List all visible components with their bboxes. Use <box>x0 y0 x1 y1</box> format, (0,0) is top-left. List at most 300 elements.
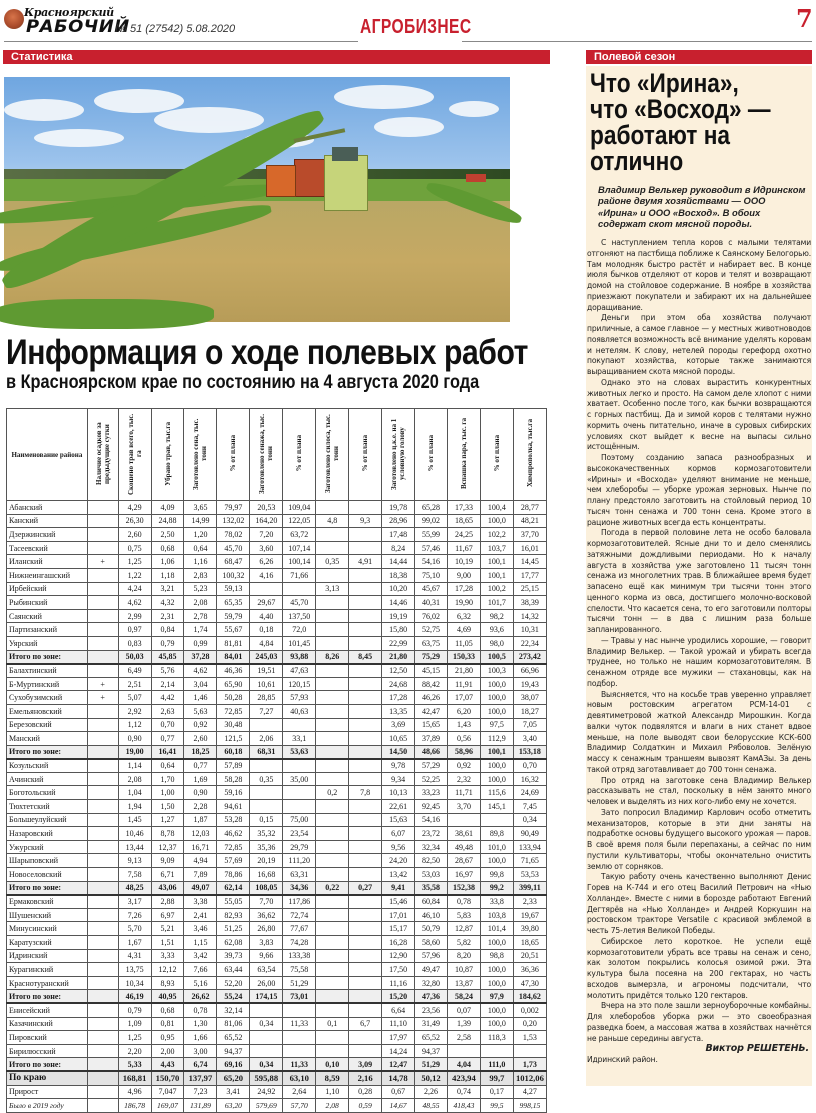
table-cell: 37,70 <box>513 528 546 542</box>
table-cell: 98,2 <box>480 609 513 623</box>
table-cell <box>349 582 382 596</box>
table-cell: 8,24 <box>382 541 415 555</box>
table-cell: 101,0 <box>480 840 513 854</box>
table-cell: 2,33 <box>513 895 546 909</box>
table-cell: 32,34 <box>415 840 448 854</box>
table-cell: 15,80 <box>382 623 415 637</box>
table-cell <box>87 786 118 800</box>
table-cell <box>283 718 316 732</box>
table-cell: 72,74 <box>283 908 316 922</box>
table-cell: 22,34 <box>513 636 546 650</box>
table-cell: 35,32 <box>250 827 283 841</box>
article-paragraph: С наступлением тепла коров с малыми телятами отгоняют на пастбища поближе к Саянскому Белогорью. Там молодняк быстро растёт и набирает вес. В конце июля бычков отделяют от коров и телят и возвращают домой на стойловое содержание. В ноябре в хозяйства приезжают покупатели и забирают их на дальнейшее доращивание. <box>587 238 811 312</box>
table-cell: 28,67 <box>447 854 480 868</box>
table-cell: 3,46 <box>184 922 217 936</box>
row-label: Енисейский <box>7 1003 88 1017</box>
issue-info: № 51 (27542) 5.08.2020 <box>115 23 236 35</box>
table-cell: 0,77 <box>151 732 184 746</box>
table-cell <box>316 895 349 909</box>
table-cell: 45,15 <box>415 664 448 678</box>
table-cell: 100,0 <box>480 759 513 773</box>
table-cell: 26,30 <box>118 514 151 528</box>
table-cell <box>316 596 349 610</box>
table-cell <box>87 541 118 555</box>
article-paragraph: Поэтому созданию запаса разнообразных и высококачественных кормов кормозаготовители «Ирины» и «Восхода» уделяют внимание не меньше, чем хлеборобы — уборке урожая зерновых. Нынче по плану предстояло заготовить на стойловый период 10 тысяч тонн сенажа и 700 тонн сена. Кроме этого в рационе животных всегда есть концентраты. <box>587 453 811 527</box>
table-cell: 22,99 <box>382 636 415 650</box>
table-cell <box>349 636 382 650</box>
table-cell: 12,50 <box>382 664 415 678</box>
table-cell: 0,84 <box>151 623 184 637</box>
table-cell: 100,0 <box>480 772 513 786</box>
table-cell: 6,26 <box>250 555 283 569</box>
table-row <box>7 664 547 678</box>
table-cell: 2,92 <box>118 704 151 718</box>
table-cell: 4,16 <box>250 568 283 582</box>
table-cell: 51,29 <box>415 1058 448 1072</box>
table-row <box>7 691 547 705</box>
table-cell: 3,38 <box>184 895 217 909</box>
table-cell <box>283 759 316 773</box>
table-cell <box>316 908 349 922</box>
column-header <box>316 409 349 501</box>
table-cell: 97,5 <box>480 718 513 732</box>
table-row <box>7 609 547 623</box>
table-cell <box>349 528 382 542</box>
table-cell <box>349 840 382 854</box>
rubric-statistics: Статистика <box>3 50 550 64</box>
table-cell <box>283 1044 316 1058</box>
table-cell: 47,63 <box>283 664 316 678</box>
table-row <box>7 976 547 990</box>
table-cell: 100,1 <box>480 555 513 569</box>
table-cell <box>447 813 480 827</box>
table-cell: 58,28 <box>217 772 250 786</box>
row-label: Назаровский <box>7 827 88 841</box>
table-cell: 9,3 <box>349 514 382 528</box>
table-row <box>7 868 547 882</box>
column-header <box>447 409 480 501</box>
table-cell: 0,64 <box>151 759 184 773</box>
table-cell: 0,99 <box>184 636 217 650</box>
table-cell <box>87 854 118 868</box>
table-row <box>7 759 547 773</box>
table-cell: 14,50 <box>382 745 415 759</box>
table-row <box>7 623 547 637</box>
column-header-label: Заготовлено сена, тыс. тонн <box>192 417 209 490</box>
table-cell: 3,83 <box>250 936 283 950</box>
table-cell: 5,23 <box>184 582 217 596</box>
table-cell: 17,77 <box>513 568 546 582</box>
table-cell: 60,84 <box>415 895 448 909</box>
table-cell: 0,75 <box>118 541 151 555</box>
table-cell: 72,85 <box>217 704 250 718</box>
article-paragraph: Сибирское лето короткое. Не успели ещё кормозаготовители убрать все травы на сенаж и сено, как золотом покрылись колосья озимой ржи. Эта культура была посеяна на 200 гектарах, но часть всходов вымерзла, и агрономы подсчитали, что молотить придётся только 120 гектаров. <box>587 936 811 1000</box>
table-cell: 6,07 <box>382 827 415 841</box>
table-cell: 186,78 <box>118 1099 151 1113</box>
table-cell <box>283 1003 316 1017</box>
table-cell <box>316 691 349 705</box>
table-cell: 14,32 <box>513 609 546 623</box>
table-cell: 16,68 <box>250 868 283 882</box>
table-cell: 0,35 <box>316 555 349 569</box>
table-cell <box>87 732 118 746</box>
table-cell: 28,77 <box>513 501 546 515</box>
table-cell: 4,31 <box>118 949 151 963</box>
column-header-label: Наличие осадков за предыдущие сутки <box>94 422 111 485</box>
table-cell <box>316 1003 349 1017</box>
table-cell <box>349 868 382 882</box>
table-cell: 16,71 <box>184 840 217 854</box>
table-cell <box>250 1003 283 1017</box>
table-cell: 11,67 <box>447 541 480 555</box>
table-cell: 74,28 <box>283 936 316 950</box>
table-cell: 81,81 <box>217 636 250 650</box>
table-cell: 57,70 <box>283 1099 316 1113</box>
table-cell: 75,10 <box>415 568 448 582</box>
table-cell: 19,43 <box>513 677 546 691</box>
table-cell: 0,34 <box>250 1017 283 1031</box>
table-cell: 57,69 <box>217 854 250 868</box>
table-cell: 3,40 <box>513 732 546 746</box>
table-cell: 23,54 <box>283 827 316 841</box>
table-cell <box>349 1044 382 1058</box>
table-cell: 65,52 <box>415 1031 448 1045</box>
table-cell: 10,20 <box>382 582 415 596</box>
table-cell: 35,36 <box>250 840 283 854</box>
table-cell: 10,65 <box>382 732 415 746</box>
table-cell: 102,2 <box>480 528 513 542</box>
table-cell <box>87 718 118 732</box>
table-cell: 19,67 <box>513 908 546 922</box>
row-label: Шушенский <box>7 908 88 922</box>
table-cell: 8,45 <box>349 650 382 664</box>
row-label: Ермаковский <box>7 895 88 909</box>
table-cell: 0,70 <box>151 718 184 732</box>
table-cell: 7,047 <box>151 1085 184 1099</box>
table-cell: 579,69 <box>250 1099 283 1113</box>
table-cell: 0,002 <box>513 1003 546 1017</box>
table-cell: 90,49 <box>513 827 546 841</box>
row-label: Бирилюсский <box>7 1044 88 1058</box>
row-label: Канский <box>7 514 88 528</box>
column-header <box>118 409 151 501</box>
row-label: Уярский <box>7 636 88 650</box>
table-cell: 29,79 <box>283 840 316 854</box>
table-cell <box>87 514 118 528</box>
table-cell: 7,45 <box>513 800 546 814</box>
table-cell: 25,15 <box>513 582 546 596</box>
table-cell: 10,31 <box>513 623 546 637</box>
table-cell: 63,75 <box>415 636 448 650</box>
table-cell <box>316 677 349 691</box>
table-cell <box>87 1017 118 1031</box>
table-cell: 2,08 <box>316 1099 349 1113</box>
table-cell: 2,28 <box>184 800 217 814</box>
table-cell: 62,14 <box>217 881 250 895</box>
table-row <box>7 1044 547 1058</box>
table-cell: 55,05 <box>217 895 250 909</box>
table-cell: 0,92 <box>184 718 217 732</box>
row-label: Итого по зоне: <box>7 1058 88 1072</box>
article-author: Виктор РЕШЕТЕНЬ. <box>705 1043 809 1055</box>
rubric-field-season: Полевой сезон <box>586 50 812 64</box>
table-cell: 184,62 <box>513 990 546 1004</box>
table-cell: 17,28 <box>382 691 415 705</box>
table-cell: 3,70 <box>447 800 480 814</box>
table-cell: 2,00 <box>151 1044 184 1058</box>
table-cell: 1,18 <box>151 568 184 582</box>
table-cell: 10,87 <box>447 963 480 977</box>
table-cell: 118,3 <box>480 1031 513 1045</box>
table-cell: 6,71 <box>151 868 184 882</box>
table-cell: 49,47 <box>415 963 448 977</box>
table-cell: 1,45 <box>118 813 151 827</box>
table-cell: 12,03 <box>184 827 217 841</box>
table-cell: 169,07 <box>151 1099 184 1113</box>
table-cell: 101,7 <box>480 596 513 610</box>
table-cell: 10,61 <box>250 677 283 691</box>
table-cell: 55,67 <box>217 623 250 637</box>
table-cell: 100,3 <box>480 664 513 678</box>
table-cell: 0,2 <box>316 786 349 800</box>
table-cell <box>87 976 118 990</box>
table-cell: 1,39 <box>447 1017 480 1031</box>
table-cell: 93,6 <box>480 623 513 637</box>
table-cell: 78,86 <box>217 868 250 882</box>
table-cell: 3,04 <box>184 677 217 691</box>
table-cell <box>87 936 118 950</box>
table-cell: 14,46 <box>382 596 415 610</box>
table-cell: 45,70 <box>217 541 250 555</box>
table-cell: 0,1 <box>316 1017 349 1031</box>
table-cell <box>87 908 118 922</box>
table-cell: 5,76 <box>151 664 184 678</box>
table-cell: 0,35 <box>250 772 283 786</box>
table-cell: 4,8 <box>316 514 349 528</box>
table-cell: 53,28 <box>217 813 250 827</box>
row-label: Ачинский <box>7 772 88 786</box>
table-cell: 30,48 <box>217 718 250 732</box>
article-paragraph: Деньги при этом оба хозяйства получают приличные, а самое главное — у местных животноводов появляется возможность всё внимание уделять коровам и нетелям. К слову, нетелей породы герефорд охотно покупают хозяйства, которые также занимаются выращиванием скота мясной породы. <box>587 313 811 376</box>
table-cell: 65,35 <box>217 596 250 610</box>
table-cell: 45,70 <box>283 596 316 610</box>
table-row <box>7 1003 547 1017</box>
table-cell <box>250 800 283 814</box>
table-cell: 53,03 <box>415 868 448 882</box>
column-header <box>250 409 283 501</box>
table-cell <box>316 868 349 882</box>
table-cell: 4,69 <box>447 623 480 637</box>
table-cell: 10,46 <box>118 827 151 841</box>
table-cell: 50,79 <box>415 922 448 936</box>
table-cell: 53,63 <box>283 745 316 759</box>
column-header <box>151 409 184 501</box>
table-cell: 14,45 <box>513 555 546 569</box>
table-cell: 58,60 <box>415 936 448 950</box>
table-cell: 9,13 <box>118 854 151 868</box>
table-cell <box>250 582 283 596</box>
table-cell: 72,0 <box>283 623 316 637</box>
table-cell: 14,24 <box>382 1044 415 1058</box>
table-cell <box>283 800 316 814</box>
table-cell: 7,8 <box>349 786 382 800</box>
table-cell <box>87 813 118 827</box>
table-cell <box>316 541 349 555</box>
table-cell: 245,03 <box>250 650 283 664</box>
table-cell: 29,67 <box>250 596 283 610</box>
table-cell: 0,90 <box>184 786 217 800</box>
table-cell: 8,59 <box>316 1071 349 1085</box>
table-cell: 4,29 <box>118 501 151 515</box>
growth-row <box>7 1085 547 1099</box>
table-cell: 145,1 <box>480 800 513 814</box>
table-cell <box>316 854 349 868</box>
table-cell <box>316 623 349 637</box>
table-cell <box>316 704 349 718</box>
table-cell: 46,19 <box>118 990 151 1004</box>
table-cell <box>316 800 349 814</box>
table-cell: 4,94 <box>184 854 217 868</box>
table-cell: 22,61 <box>382 800 415 814</box>
table-cell: 1,66 <box>184 1031 217 1045</box>
column-header-label: % от плана <box>361 435 370 472</box>
table-cell: 18,27 <box>513 704 546 718</box>
table-cell: 100,0 <box>480 514 513 528</box>
row-label: Козульский <box>7 759 88 773</box>
table-cell <box>87 1071 118 1085</box>
table-cell: 1,74 <box>184 623 217 637</box>
table-cell: 1,53 <box>513 1031 546 1045</box>
table-cell <box>87 1099 118 1113</box>
table-cell: 33,23 <box>415 786 448 800</box>
table-cell <box>250 759 283 773</box>
table-cell: 57,89 <box>217 759 250 773</box>
column-header-label: % от плана <box>229 435 238 472</box>
table-cell: 11,91 <box>447 677 480 691</box>
column-header-label: Заготовлено силоса, тыс. тонн <box>324 414 341 493</box>
article-paragraph: Погода в первой половине лета не особо баловала кормозаготовителей. Ясные дни то и дело сменялись затяжными дождливыми периодами. Но к началу августа в хозяйства уже заготовлено 11 тысяч тонн сенажа из многолетних трав. В ближайшее время будет запасено ещё как минимум три тысячи тонн этого ценного корма из овса, достигшего молочно-восковой спелости. Что касается сена, то его заготовили полторы тысячи тонн — в два с лишним раза больше запланированного. <box>587 528 811 634</box>
table-cell: 14,78 <box>382 1071 415 1085</box>
table-cell <box>316 990 349 1004</box>
table-cell: 18,25 <box>184 745 217 759</box>
table-cell: 100,32 <box>217 568 250 582</box>
table-cell: 4,32 <box>151 596 184 610</box>
table-cell: 4,62 <box>118 596 151 610</box>
table-cell <box>87 949 118 963</box>
table-cell: 152,38 <box>447 881 480 895</box>
table-cell <box>349 691 382 705</box>
table-cell <box>87 963 118 977</box>
table-cell: 6,74 <box>184 1058 217 1072</box>
table-cell: 168,81 <box>118 1071 151 1085</box>
table-row <box>7 677 547 691</box>
table-cell: 58,24 <box>447 990 480 1004</box>
row-label: Идринский <box>7 949 88 963</box>
article-paragraph: Зато попросил Владимир Карлович особо отметить механизаторов, которые в эти дни заняты на подработке основы будущего высокого урожая — паров. В своё время поля были перепаханы, а сейчас по ним пустили культиваторы, чтобы окончательно очистить землю от сорняков. <box>587 807 811 871</box>
row-label: Было в 2019 году <box>7 1099 88 1113</box>
table-cell: 100,0 <box>480 936 513 950</box>
table-cell: + <box>87 677 118 691</box>
table-cell: 3,60 <box>250 541 283 555</box>
table-cell: 1,20 <box>184 528 217 542</box>
table-cell: 15,46 <box>382 895 415 909</box>
table-cell: 0,22 <box>316 881 349 895</box>
table-cell: 24,25 <box>447 528 480 542</box>
table-cell <box>87 881 118 895</box>
row-label: Емельяновский <box>7 704 88 718</box>
table-cell: + <box>87 555 118 569</box>
table-cell: 7,27 <box>250 704 283 718</box>
table-headline: Информация о ходе полевых работ <box>6 333 528 372</box>
row-label: Прирост <box>7 1085 88 1099</box>
table-cell: 5,21 <box>151 922 184 936</box>
table-cell <box>87 772 118 786</box>
table-cell: 10,13 <box>382 786 415 800</box>
column-header <box>217 409 250 501</box>
row-label: Саянский <box>7 609 88 623</box>
table-cell: 153,18 <box>513 745 546 759</box>
table-cell <box>349 827 382 841</box>
column-header-label: Вспашка пара, тыс. га <box>459 417 468 489</box>
column-header-label: % от плана <box>492 435 501 472</box>
column-header-label: Химпрополка, тыс.га <box>525 419 534 488</box>
table-cell: 33,8 <box>480 895 513 909</box>
table-cell: 150,33 <box>447 650 480 664</box>
table-cell <box>316 840 349 854</box>
table-cell: 6,49 <box>118 664 151 678</box>
table-cell: 32,14 <box>217 1003 250 1017</box>
table-cell: 54,16 <box>415 555 448 569</box>
table-cell: 19,90 <box>447 596 480 610</box>
table-cell <box>349 704 382 718</box>
table-cell: 595,88 <box>250 1071 283 1085</box>
table-row <box>7 514 547 528</box>
table-row <box>7 501 547 515</box>
table-cell: 0,79 <box>118 1003 151 1017</box>
table-cell: 52,20 <box>217 976 250 990</box>
article-paragraph: Выясняется, что на косьбе трав уверенно управляет новым ростовским агрегатом РСМ-14-01 с девятиметровой жаткой Александр Мирошкин. Когда валки чуток подвялятся и влаги в них станет вдвое меньше, на поле выводят свои белорусские КСК-600 Владимир Солдаткин и Михаил Рябоволов. Зелёную массу к сенажным траншеям вывозят КамАЗы. За день такой отряд заготавливает до 700 тонн сенажа. <box>587 689 811 774</box>
table-cell: 63,31 <box>283 868 316 882</box>
table-cell: 103,8 <box>480 908 513 922</box>
table-cell: 59,79 <box>217 609 250 623</box>
column-header-label: Наименование района <box>11 450 83 459</box>
table-cell: 60,18 <box>217 745 250 759</box>
table-cell: 11,10 <box>382 1017 415 1031</box>
table-cell: 55,99 <box>415 528 448 542</box>
table-cell: 137,50 <box>283 609 316 623</box>
table-cell: 1012,06 <box>513 1071 546 1085</box>
table-cell: 174,15 <box>250 990 283 1004</box>
table-cell <box>316 745 349 759</box>
column-header-district <box>7 409 88 501</box>
table-cell: 50,28 <box>217 691 250 705</box>
table-cell: 33,1 <box>283 732 316 746</box>
table-cell: 34,36 <box>283 881 316 895</box>
table-cell: 5,63 <box>184 704 217 718</box>
row-label: Пировский <box>7 1031 88 1045</box>
masthead <box>0 0 816 44</box>
table-cell: 39,80 <box>513 922 546 936</box>
table-cell: 1,14 <box>118 759 151 773</box>
table-cell <box>349 759 382 773</box>
table-cell: 2,08 <box>118 772 151 786</box>
table-row <box>7 704 547 718</box>
table-cell: 89,8 <box>480 827 513 841</box>
table-cell: 2,41 <box>184 908 217 922</box>
table-cell <box>87 1003 118 1017</box>
table-cell <box>316 664 349 678</box>
table-cell <box>349 732 382 746</box>
